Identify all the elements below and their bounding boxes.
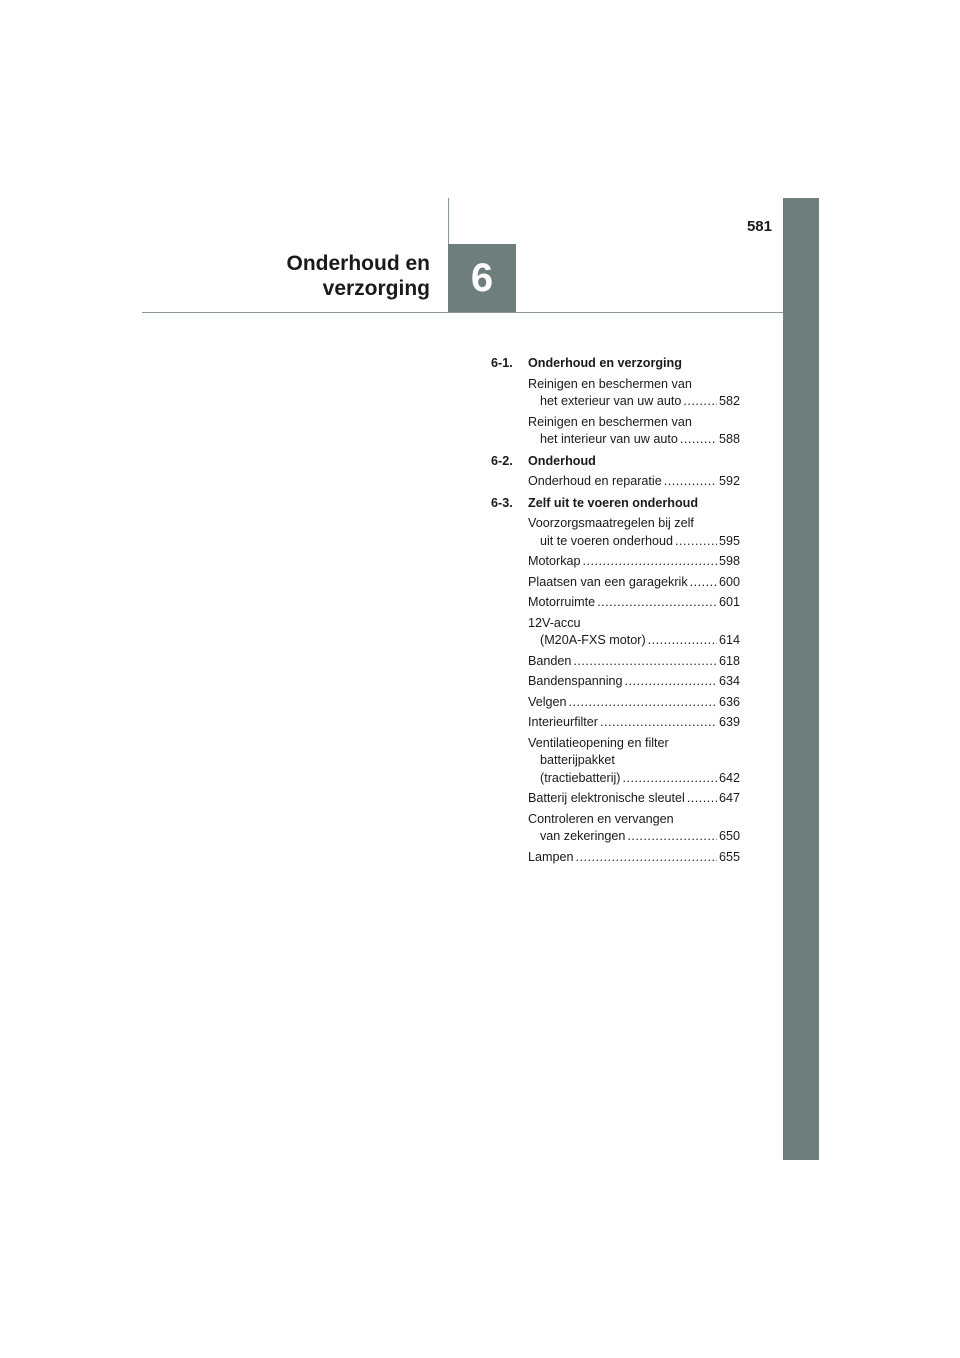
toc-entry-page: 600 <box>718 574 740 589</box>
toc-dot-leader <box>683 393 717 411</box>
toc-entry[interactable] <box>528 653 740 671</box>
toc-dot-leader <box>622 770 717 788</box>
toc-entry-text: het exterieur van uw auto <box>540 394 682 408</box>
toc-entry-text: Reinigen en beschermen van <box>528 376 692 391</box>
toc-entry[interactable] <box>528 694 740 712</box>
toc-entry-text: (M20A-FXS motor) <box>540 633 646 647</box>
toc-entry-text: Controleren en vervangen <box>528 811 674 826</box>
toc-entry[interactable] <box>528 811 740 846</box>
toc-entry-line <box>528 828 740 846</box>
toc-entry-text: Velgen <box>528 694 567 709</box>
toc-entry-line <box>528 770 740 788</box>
toc-entry-text: Reinigen en beschermen van <box>528 414 692 429</box>
toc-entry-page: 636 <box>718 694 740 709</box>
toc-entry-text: Motorkap <box>528 554 581 568</box>
toc-entry-line <box>528 673 740 691</box>
toc-entry-text: uit te voeren onderhoud <box>540 533 674 548</box>
toc-entry-line <box>528 632 740 650</box>
toc-entry[interactable] <box>528 574 740 592</box>
toc-entry-text: Motorruimte <box>528 595 596 609</box>
toc-dot-leader <box>625 673 717 691</box>
toc-entry[interactable] <box>528 849 740 867</box>
toc-entry-line <box>528 653 740 671</box>
toc-entry[interactable] <box>528 673 740 691</box>
toc-entry-page: 595 <box>718 533 740 548</box>
vertical-divider <box>448 198 449 244</box>
toc-dot-leader <box>573 653 717 671</box>
toc-entry-line <box>528 790 740 808</box>
toc-section-number: 6-3. <box>491 495 513 510</box>
toc-entry-text: Plaatsen van een garagekrik <box>528 574 688 589</box>
chapter-title-line1: Onderhoud en <box>286 252 430 275</box>
toc-dot-leader <box>597 594 717 612</box>
toc-entry-text: 12V-accu <box>528 615 581 630</box>
toc-section-title: Zelf uit te voeren onderhoud <box>528 495 699 510</box>
toc-entry-text: het interieur van uw auto <box>540 432 678 446</box>
toc-entry[interactable] <box>528 735 740 788</box>
toc-dot-leader <box>680 431 717 449</box>
page-number: 581 <box>746 218 772 235</box>
toc-entry-text: Interieurfilter <box>528 715 598 729</box>
toc-entry-line <box>528 811 740 829</box>
toc-entry-page: 639 <box>718 715 740 729</box>
toc-entry-page: 647 <box>718 791 740 805</box>
chapter-number-box <box>448 244 516 313</box>
toc-section-number: 6-2. <box>491 453 513 468</box>
toc-entry-line <box>528 515 740 533</box>
toc-dot-leader <box>648 632 717 650</box>
table-of-contents <box>491 355 740 866</box>
toc-entry-line <box>528 414 740 432</box>
toc-entry[interactable] <box>528 473 740 491</box>
toc-entry-page: 618 <box>718 653 740 668</box>
chapter-title-line2: verzorging <box>322 277 430 300</box>
toc-entry-page: 588 <box>718 432 740 446</box>
toc-entry-line <box>528 615 740 633</box>
toc-entry-line <box>528 752 740 770</box>
toc-entry-line <box>528 694 740 712</box>
toc-entry-line <box>528 849 740 867</box>
toc-entry-text: batterijpakket <box>540 753 615 767</box>
toc-section-title: Onderhoud <box>528 453 596 468</box>
toc-entry-text: Onderhoud en reparatie <box>528 474 662 488</box>
toc-entry-line <box>528 533 740 551</box>
toc-dot-leader <box>627 828 717 846</box>
chapter-side-bar <box>783 198 819 1160</box>
toc-entry-page: 598 <box>718 554 740 568</box>
toc-entry[interactable] <box>528 376 740 411</box>
toc-dot-leader <box>675 533 717 551</box>
toc-dot-leader <box>576 849 717 867</box>
toc-entry[interactable] <box>528 714 740 732</box>
toc-entry-text: Lampen <box>528 849 574 864</box>
toc-section-heading[interactable] <box>491 453 740 471</box>
toc-section-number: 6-1. <box>491 356 513 370</box>
toc-dot-leader <box>569 694 717 712</box>
toc-entry-line <box>528 574 740 592</box>
toc-dot-leader <box>600 714 717 732</box>
toc-dot-leader <box>690 574 717 592</box>
toc-entry-page: 601 <box>718 595 740 609</box>
chapter-title <box>287 251 431 301</box>
toc-entry-line <box>528 376 740 394</box>
toc-entry-text: (tractiebatterij) <box>540 770 621 785</box>
toc-section-heading[interactable] <box>491 355 740 373</box>
toc-entry-line <box>528 431 740 449</box>
toc-dot-leader <box>687 790 717 808</box>
toc-entry[interactable] <box>528 594 740 612</box>
toc-entry-text: Bandenspanning <box>528 674 623 688</box>
toc-entry[interactable] <box>528 553 740 571</box>
toc-entry-line <box>528 714 740 732</box>
toc-entry-page: 634 <box>718 674 740 688</box>
toc-entry-line <box>528 393 740 411</box>
toc-entry-line <box>528 735 740 753</box>
toc-entry-page: 592 <box>718 474 740 488</box>
toc-entry-line <box>528 553 740 571</box>
toc-section-heading[interactable] <box>491 495 740 513</box>
toc-dot-leader <box>664 473 717 491</box>
toc-entry-page: 642 <box>718 770 740 785</box>
toc-entry-text: Ventilatieopening en filter <box>528 735 669 750</box>
toc-entry-line <box>528 473 740 491</box>
horizontal-divider <box>142 312 783 313</box>
toc-entry[interactable] <box>528 790 740 808</box>
toc-entry[interactable] <box>528 615 740 650</box>
toc-entry-text: Batterij elektronische sleutel <box>528 791 685 805</box>
toc-entry-page: 650 <box>718 829 740 843</box>
chapter-number: 6 <box>470 256 494 300</box>
toc-entry-page: 614 <box>718 633 740 647</box>
toc-dot-leader <box>583 553 717 571</box>
toc-entry-page: 582 <box>718 394 740 408</box>
toc-section-title: Onderhoud en verzorging <box>528 356 682 370</box>
toc-entry-page: 655 <box>718 849 740 864</box>
toc-entry-text: van zekeringen <box>540 829 626 843</box>
toc-entry-text: Banden <box>528 653 572 668</box>
toc-entry-text: Voorzorgsmaatregelen bij zelf <box>528 516 694 530</box>
toc-entry[interactable] <box>528 515 740 550</box>
toc-entry[interactable] <box>528 414 740 449</box>
toc-entry-line <box>528 594 740 612</box>
